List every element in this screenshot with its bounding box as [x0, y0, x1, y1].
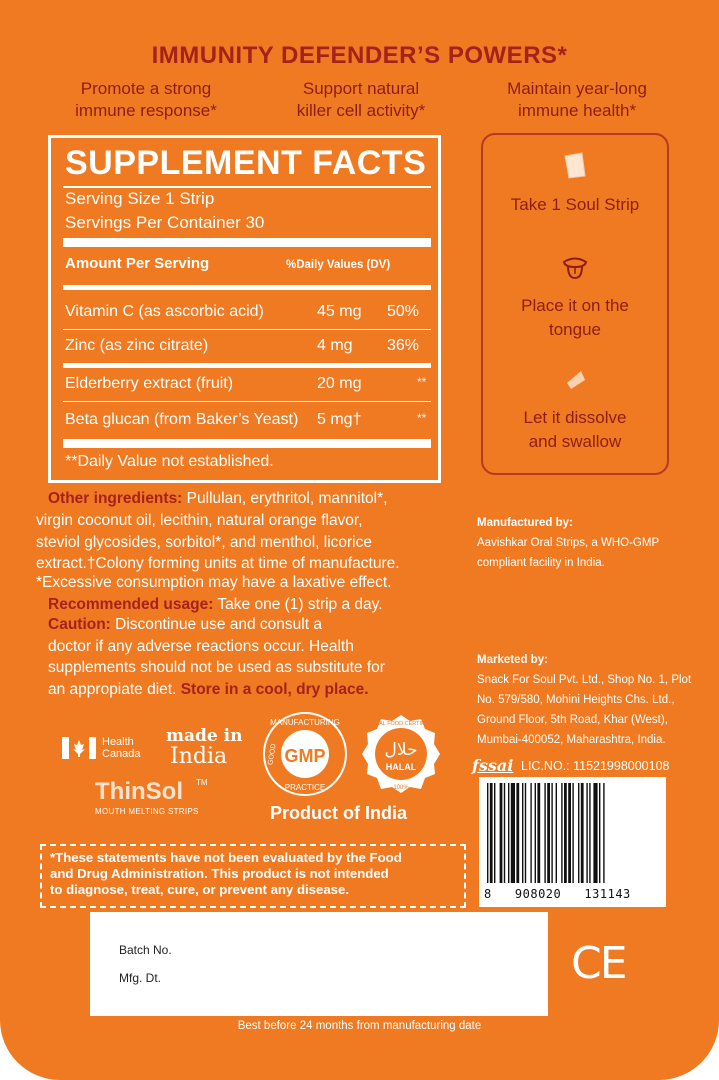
usage-label: Recommended usage: — [48, 596, 214, 613]
step-3-text — [483, 406, 667, 454]
thick-divider — [63, 238, 431, 247]
barcode-bar — [593, 783, 597, 883]
gmp-seal-icon — [262, 711, 348, 797]
page-title: IMMUNITY DEFENDER’S POWERS* — [151, 42, 568, 69]
nutrient-row — [65, 303, 427, 331]
power-1-line2: immune response* — [75, 101, 217, 120]
marketer-info — [477, 650, 691, 750]
marketer-line4: Mumbai-400052, Maharashtra, India. — [477, 734, 666, 746]
halal-top-text: HALAL FOOD CERTIFIED — [368, 721, 434, 727]
product-of-india: Product of India — [270, 803, 407, 823]
thinsol-logo: ThinSol — [95, 778, 183, 805]
step-3-line2: and swallow — [528, 432, 622, 451]
dissolve-icon — [563, 368, 589, 392]
other-ingredients — [48, 488, 387, 509]
nutrient-name: Zinc (as zinc citrate) — [65, 337, 209, 354]
fda-disclaimer — [40, 844, 466, 908]
barcode-bar — [581, 783, 584, 883]
ingredients-label: Other ingredients: — [48, 490, 183, 507]
how-to-use-panel — [481, 133, 669, 475]
batch-box — [90, 912, 548, 1016]
storage-instructions: Store in a cool, dry place. — [180, 681, 369, 698]
health-canada-line1: Health — [102, 736, 134, 748]
barcode-bar — [516, 783, 519, 883]
barcode-bar — [525, 783, 526, 883]
disclaimer-line3: to diagnose, treat, cure, or prevent any disease. — [50, 882, 350, 897]
marketer-line3: Ground Floor, 5th Road, Khar (West), — [477, 714, 668, 726]
laxative-warning: *Excessive consumption may have a laxative effect. — [36, 574, 392, 591]
barcode-bar — [589, 783, 590, 883]
nutrient-dv: 50% — [387, 303, 420, 320]
medium-divider — [63, 285, 431, 290]
halal-percent-text: 100% — [393, 785, 409, 791]
barcode-bar — [547, 783, 550, 883]
barcode-bar — [551, 783, 552, 883]
nutrient-amount: 4 mg — [317, 337, 353, 354]
step-2-text — [483, 294, 667, 342]
power-3-line2: immune health* — [517, 101, 637, 120]
disclaimer-line1: *These statements have not been evaluated by the Food — [50, 850, 402, 865]
ingredients-line3: steviol glycosides, sorbitol*, and menthol, licorice — [36, 534, 372, 551]
power-3 — [474, 78, 680, 122]
canada-flag-icon — [62, 737, 96, 759]
nutrient-amount: 45 mg — [317, 303, 362, 320]
power-2 — [260, 78, 462, 122]
power-1 — [40, 78, 252, 122]
barcode-digits: 8 908020 131143 — [484, 887, 631, 901]
barcode-bar — [544, 783, 545, 883]
barcode-bar — [603, 783, 604, 883]
disclaimer-line2: and Drug Administration. This product is not intended — [50, 866, 389, 881]
barcode — [479, 777, 666, 907]
manufacturer-line2: compliant facility in India. — [477, 557, 605, 569]
strip-icon — [562, 152, 588, 180]
usage-text: Take one (1) strip a day. — [213, 596, 383, 613]
gmp-text: GMP — [284, 746, 326, 766]
barcode-bars — [487, 783, 657, 887]
license-number: LIC.NO.: 11521998000108 — [521, 759, 670, 773]
caution-line2: doctor if any adverse reactions occur. Health — [48, 638, 354, 655]
thinsol-tagline: MOUTH MELTING STRIPS — [95, 807, 199, 816]
barcode-bar — [522, 783, 523, 883]
barcode-bar — [561, 783, 562, 883]
power-3-line1: Maintain year-long — [507, 79, 647, 98]
step-2-line2: tongue — [549, 320, 601, 339]
barcode-bar — [530, 783, 531, 883]
nutrient-name: Elderberry extract (fruit) — [65, 375, 234, 392]
power-2-line1: Support natural — [302, 79, 420, 98]
power-1-line1: Promote a strong — [80, 79, 212, 98]
gmp-top-text: MANUFACTURING — [270, 718, 340, 727]
barcode-bar — [586, 783, 587, 883]
barcode-bar — [494, 783, 495, 883]
dv-footnote: **Daily Value not established. — [65, 453, 274, 470]
nutrient-dv: ** — [417, 375, 427, 389]
thick-divider — [63, 439, 431, 448]
barcode-bar — [572, 783, 573, 883]
row-divider — [63, 329, 431, 330]
barcode-bar — [599, 783, 600, 883]
step-1-text: Take 1 Soul Strip — [510, 195, 640, 214]
step-3-line1: Let it dissolve — [523, 408, 627, 427]
manufacturer-line1: Aavishkar Oral Strips, a WHO-GMP — [477, 537, 660, 549]
gmp-left-text: GOOD — [267, 743, 278, 766]
barcode-bar — [556, 783, 557, 883]
medium-divider — [63, 363, 431, 368]
halal-seal-icon — [360, 713, 442, 795]
barcode-bar — [508, 783, 509, 883]
nutrient-name: Vitamin C (as ascorbic acid) — [65, 303, 264, 320]
nutrient-dv: 36% — [387, 337, 420, 354]
trademark: TM — [196, 778, 208, 787]
power-2-line2: killer cell activity* — [296, 101, 426, 120]
caution-line4 — [48, 679, 369, 700]
barcode-bar — [487, 783, 488, 883]
barcode-bar — [564, 783, 567, 883]
manufacturer-label: Manufactured by: — [477, 517, 573, 529]
halal-arabic-text: حلال — [384, 740, 418, 760]
ingredients-line1: Pullulan, erythritol, mannitol*, — [182, 490, 388, 507]
diet-text: an appropiate diet. — [48, 681, 181, 698]
health-canada-logo — [102, 736, 141, 760]
caution-label: Caution: — [48, 616, 111, 633]
barcode-bar — [500, 783, 503, 883]
made-in-label: made in — [166, 726, 243, 746]
batch-number-label: Batch No. — [119, 943, 172, 957]
barcode-bar — [490, 783, 493, 883]
marketer-label: Marketed by: — [477, 654, 548, 666]
amount-header: Amount Per Serving — [65, 255, 210, 272]
nutrient-row — [65, 411, 427, 439]
nutrient-name: Beta glucan (from Baker’s Yeast) — [65, 411, 299, 428]
best-before: Best before 24 months from manufacturing date — [237, 1020, 482, 1032]
barcode-bar — [537, 783, 540, 883]
barcode-bar — [511, 783, 515, 883]
caution-text: Discontinue use and consult a — [110, 616, 322, 633]
divider — [63, 186, 431, 188]
ingredients-line2: virgin coconut oil, lecithin, natural orange flavor, — [36, 512, 363, 529]
barcode-bar — [535, 783, 536, 883]
halal-text: HALAL — [385, 762, 417, 772]
dv-header: %Daily Values (DV) — [286, 259, 391, 271]
supplement-facts-panel — [48, 135, 441, 483]
ingredients-line4: extract.†Colony forming units at time of manufacture. — [36, 555, 400, 572]
caution — [48, 614, 322, 635]
manufacturer-info — [477, 513, 659, 573]
fssai-logo: fssai — [472, 756, 514, 775]
barcode-bar — [504, 783, 505, 883]
india-label: India — [170, 744, 228, 769]
servings-per-container: Servings Per Container 30 — [65, 213, 265, 232]
health-canada-line2: Canada — [102, 748, 141, 760]
step-2-line1: Place it on the — [521, 296, 629, 315]
nutrient-amount: 20 mg — [317, 375, 362, 392]
nutrient-row — [65, 337, 427, 365]
nutrient-row — [65, 375, 427, 403]
recommended-usage — [48, 594, 383, 615]
gmp-bottom-text: PRACTICE — [284, 783, 326, 792]
ce-mark: CE — [571, 938, 626, 989]
serving-size: Serving Size 1 Strip — [65, 189, 215, 208]
marketer-line2: No. 579/580, Mohini Heights Chs. Ltd., — [477, 694, 675, 706]
mfg-date-label: Mfg. Dt. — [119, 971, 162, 985]
barcode-bar — [578, 783, 579, 883]
row-divider — [63, 401, 431, 402]
supplement-facts-heading: SUPPLEMENT FACTS — [65, 144, 427, 182]
tongue-icon — [561, 253, 589, 281]
nutrient-amount: 5 mg† — [317, 411, 362, 428]
caution-line3: supplements should not be used as substitute for — [48, 659, 385, 676]
nutrient-dv: ** — [417, 411, 427, 425]
marketer-line1: Snack For Soul Pvt. Ltd., Shop No. 1, Plot — [477, 674, 692, 686]
barcode-bar — [568, 783, 571, 883]
